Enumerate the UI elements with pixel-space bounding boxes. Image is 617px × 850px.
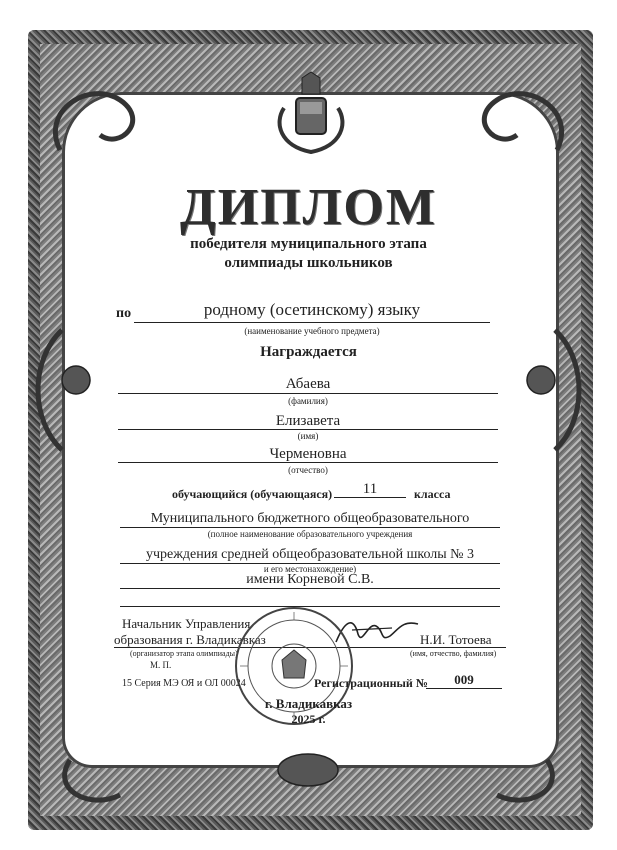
signer-title-line-2: образования г. Владикавказ (114, 632, 266, 647)
surname-value: Абаева (285, 376, 331, 392)
patronymic-value: Черменовна (269, 446, 347, 462)
school-caption-1: (полное наименование образовательного учреждения (207, 529, 413, 539)
surname-caption: (фамилия) (288, 396, 328, 406)
student-prefix: обучающийся (обучающаяся) (172, 487, 333, 501)
patronymic-caption: (отчество) (288, 465, 328, 475)
registration-label: Регистрационный № (314, 676, 428, 690)
registration-number: 009 (454, 672, 474, 687)
city: г. Владикавказ (264, 696, 353, 711)
registration-line (426, 688, 502, 689)
school-line-1: Муниципального бюджетного общеобразовательного (150, 511, 470, 526)
name-caption: (имя) (297, 431, 319, 441)
coat-of-arms-emblem (266, 68, 356, 158)
subject-prefix: по (116, 306, 132, 321)
year: 2025 г. (291, 712, 326, 726)
signer-name: Н.И. Тотоева (420, 632, 492, 647)
surname-line (118, 393, 498, 394)
school-underline-3 (120, 588, 500, 589)
grade-line (334, 497, 406, 498)
grade-suffix: класса (414, 487, 451, 501)
subject-line (134, 322, 490, 323)
signer-title-line-1: Начальник Управления (122, 616, 251, 631)
subject-caption: (наименование учебного предмета) (244, 326, 380, 336)
school-line-2: учреждения средней общеобразовательной школы № 3 (145, 547, 475, 562)
patronymic-line (118, 462, 498, 463)
name-value: Елизавета (275, 413, 341, 429)
mp-label: М. П. (150, 660, 172, 670)
signer-caption: (организатор этапа олимпиады) (130, 649, 238, 658)
subtitle-line-2: олимпиады школьников (224, 255, 393, 271)
subject-value: родному (осетинскому) языку (203, 300, 421, 319)
school-underline-1 (120, 527, 500, 528)
diploma-title: ДИПЛОМ (180, 179, 437, 236)
grade-value: 11 (362, 481, 378, 497)
subtitle-line-1: победителя муниципального этапа (190, 236, 427, 252)
awarded-heading: Награждается (260, 344, 357, 360)
school-caption-2: и его местонахождение) (263, 564, 357, 574)
signer-name-caption: (имя, отчество, фамилия) (410, 649, 497, 658)
series-number: 15 Серия МЭ ОЯ и ОЛ 00024 (122, 678, 246, 689)
name-line (118, 429, 498, 430)
school-line-3: имени Корневой С.В. (246, 572, 374, 587)
